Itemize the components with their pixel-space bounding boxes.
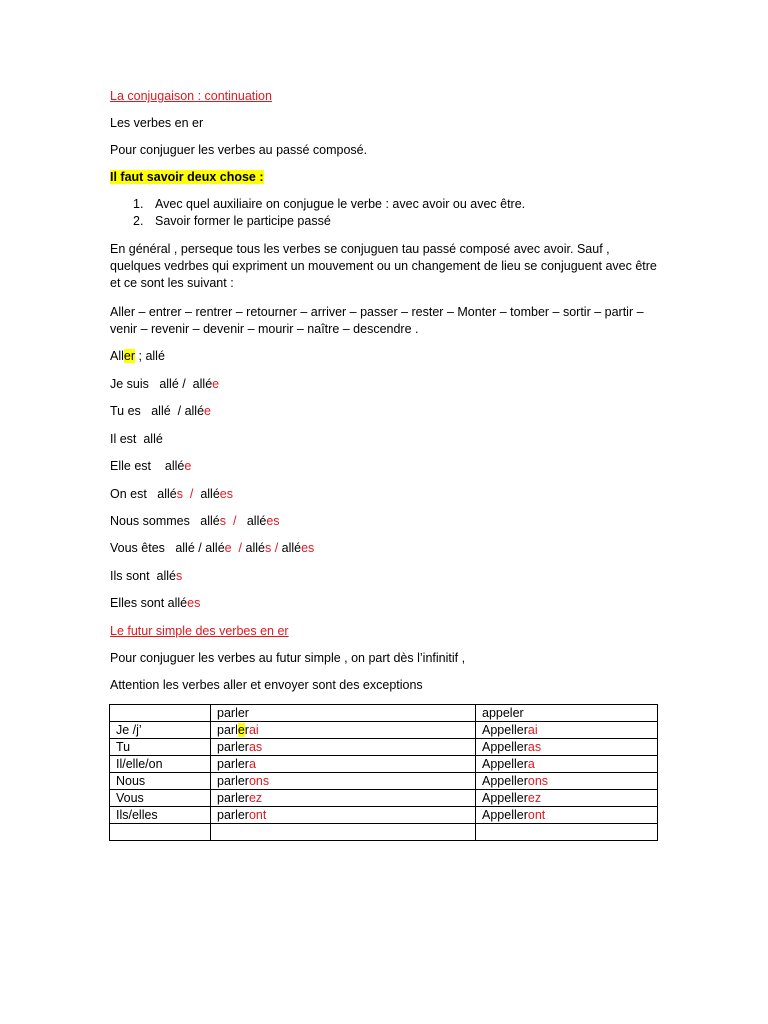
text-segment: On est allé <box>110 487 177 501</box>
table-header-cell: parler <box>211 705 476 722</box>
red-ending: as <box>527 739 542 754</box>
appeler-cell <box>476 790 658 807</box>
parler-cell <box>211 790 476 807</box>
aller-rest: ; allé <box>135 349 165 363</box>
aller-ending: er <box>123 349 136 363</box>
conjugation-line <box>110 376 219 392</box>
appeler-cell <box>476 739 658 756</box>
parler-cell <box>211 807 476 824</box>
text-segment: Appeller <box>482 790 528 805</box>
table-row <box>110 739 658 756</box>
text-segment: Appeller <box>482 756 528 771</box>
pronoun-cell: Vous <box>110 790 211 807</box>
table-header-row <box>110 705 658 722</box>
appeler-cell <box>476 824 658 841</box>
red-ending: e <box>184 459 192 473</box>
appeler-cell <box>476 722 658 739</box>
appeler-cell <box>476 807 658 824</box>
parler-cell <box>211 824 476 841</box>
parler-cell <box>211 773 476 790</box>
conjugation-line <box>110 431 163 447</box>
table-row <box>110 722 658 739</box>
red-ending: s / <box>219 514 237 528</box>
pronoun-cell: Ils/elles <box>110 807 211 824</box>
red-ending: e <box>212 377 220 391</box>
text-segment: Vous êtes allé / allé <box>110 541 225 555</box>
red-ending: s <box>176 569 183 583</box>
text-segment: allé <box>242 541 265 555</box>
highlighted-letter: e <box>237 722 245 737</box>
pronoun-cell: Je /j’ <box>110 722 211 739</box>
highlight-heading <box>110 169 264 185</box>
conjugation-line <box>110 486 233 502</box>
red-ending: ai <box>248 722 259 737</box>
text-segment: Tu es allé / allé <box>110 404 205 418</box>
text-segment: Ils sont allé <box>110 569 177 583</box>
paragraph-verb-list: Aller – entrer – rentrer – retourner – arriver – passer – rester – Monter – tomber – sortir – partir – venir – revenir – devenir – mourir – naître – descendre . <box>110 305 644 336</box>
section2-line-1: Pour conjuguer les verbes au futur simple , on part dès l’infinitif , <box>110 651 466 665</box>
red-ending: es <box>301 541 315 555</box>
conjugation-line <box>110 568 182 584</box>
text-segment: r <box>244 722 249 737</box>
red-ending: es <box>266 514 280 528</box>
text-segment: Nous sommes allé <box>110 514 220 528</box>
parler-cell <box>211 722 476 739</box>
parler-cell <box>211 756 476 773</box>
text-segment: Il est allé <box>110 432 163 446</box>
conjugation-line <box>110 458 191 474</box>
pronoun-cell <box>110 824 211 841</box>
text-segment: allé <box>193 487 220 501</box>
table-header-cell <box>110 705 211 722</box>
intro-line-1: Les verbes en er <box>110 116 204 130</box>
conjugation-table <box>109 704 658 841</box>
section2-line-2: Attention les verbes aller et envoyer sont des exceptions <box>110 678 423 692</box>
red-ending: s / <box>264 541 279 555</box>
list-number: 1. <box>133 197 144 211</box>
parler-cell <box>211 739 476 756</box>
red-ending: ons <box>527 773 549 788</box>
text-segment: Appeller <box>482 722 528 737</box>
red-ending: es <box>187 596 201 610</box>
paragraph-auxiliary: En général , perseque tous les verbes se conjuguen tau passé composé avec avoir. Sauf , quelques vedrbes qui expriment un mouvement ou un changement de lieu se conjuguent avec être et ce sont les suivant : <box>110 242 657 290</box>
list-text: Avec quel auxiliaire on conjugue le verbe : avec avoir ou avec être. <box>155 197 526 211</box>
appeler-cell <box>476 773 658 790</box>
appeler-cell <box>476 756 658 773</box>
table-row <box>110 756 658 773</box>
text-segment: parler <box>217 739 249 754</box>
highlight-heading-text: Il faut savoir deux chose : <box>110 170 264 184</box>
table-row <box>110 790 658 807</box>
page-title: La conjugaison : continuation <box>110 89 272 103</box>
list-text: Savoir former le participe passé <box>155 214 331 228</box>
red-ending: es <box>219 487 233 501</box>
text-segment: Appeller <box>482 739 528 754</box>
text-segment: Je suis allé / all <box>110 377 206 391</box>
conjugation-line <box>110 540 314 556</box>
conjugation-line <box>110 595 200 611</box>
red-ending: ons <box>248 773 270 788</box>
pronoun-cell: Il/elle/on <box>110 756 211 773</box>
pronoun-cell: Nous <box>110 773 211 790</box>
table-row <box>110 807 658 824</box>
red-ending: ez <box>248 790 263 805</box>
text-segment: allé <box>278 541 302 555</box>
red-ending: e / <box>224 541 243 555</box>
intro-line-2: Pour conjuguer les verbes au passé composé. <box>110 143 368 157</box>
list-number: 2. <box>133 214 144 228</box>
text-segment: parler <box>217 773 249 788</box>
red-ending: a <box>527 756 535 771</box>
list-item-1 <box>133 196 525 212</box>
red-ending: e <box>204 404 211 418</box>
text-segment: allé <box>236 514 267 528</box>
red-ending: as <box>248 739 263 754</box>
section2-title: Le futur simple des verbes en er <box>110 624 289 638</box>
text-segment: Appeller <box>482 807 528 822</box>
text-segment: parler <box>217 756 249 771</box>
text-segment: Appeller <box>482 773 528 788</box>
pronoun-cell: Tu <box>110 739 211 756</box>
table-header-cell: appeler <box>476 705 658 722</box>
list-item-2 <box>133 213 331 229</box>
text-segment: parler <box>217 790 249 805</box>
red-ending: ez <box>527 790 542 805</box>
red-ending: ont <box>248 807 267 822</box>
text-segment: parler <box>217 807 249 822</box>
text-segment: Elle est allé <box>110 459 185 473</box>
aller-heading <box>110 348 165 364</box>
table-row <box>110 773 658 790</box>
red-ending: ont <box>527 807 546 822</box>
aller-stem: All <box>110 349 124 363</box>
red-ending: s / <box>176 487 194 501</box>
text-segment: Elles sont allé <box>110 596 188 610</box>
table-row <box>110 824 658 841</box>
red-ending: ai <box>527 722 538 737</box>
conjugation-line <box>110 403 211 419</box>
conjugation-line <box>110 513 280 529</box>
red-ending: a <box>248 756 256 771</box>
text-segment: é <box>205 377 213 391</box>
text-segment: parl <box>217 722 238 737</box>
